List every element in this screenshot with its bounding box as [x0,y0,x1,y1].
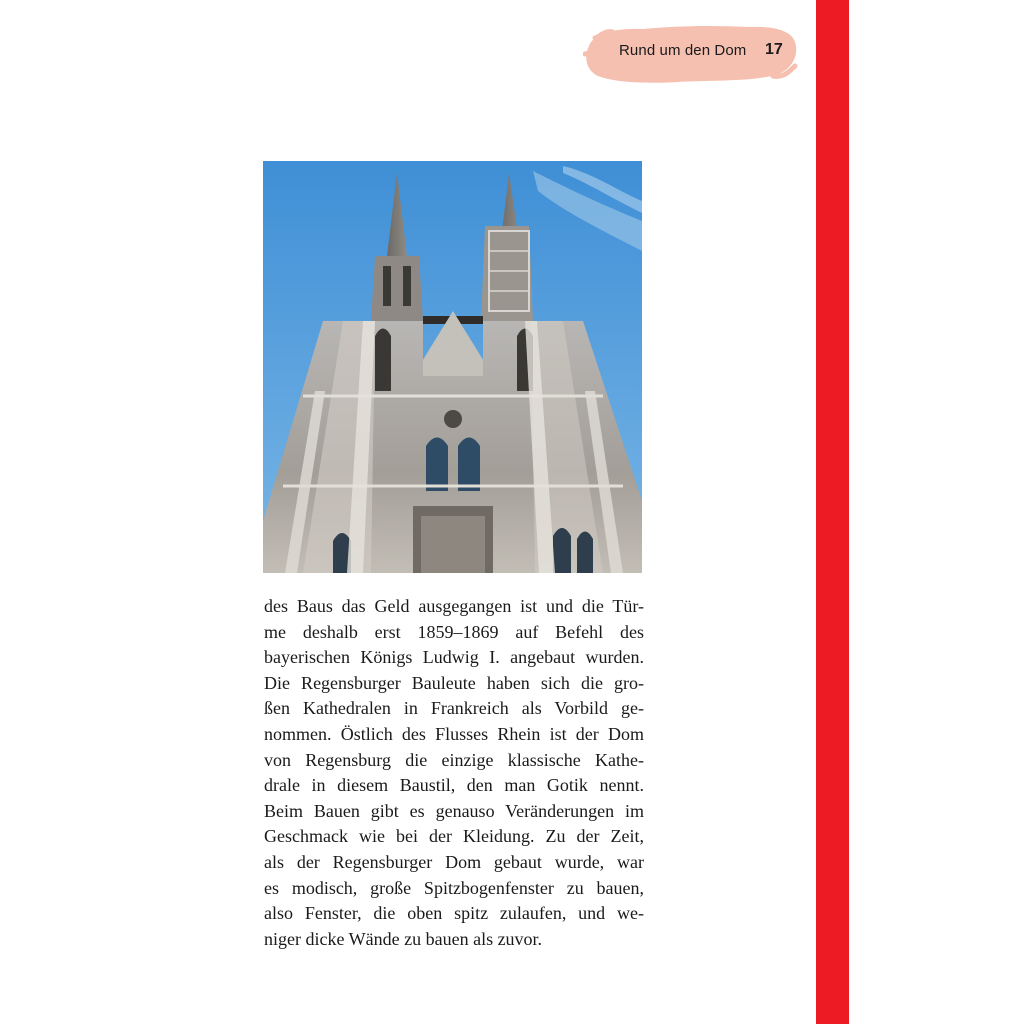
text-line: bayerischen Königs Ludwig I. angebaut wurden. [264,647,644,668]
text-line: ßen Kathedralen in Frankreich als Vorbild ge- [264,698,644,719]
red-accent-bar [816,0,849,1024]
body-paragraph [264,594,644,952]
text-line: also Fenster, die oben spitz zulaufen, und we- [264,903,644,924]
text-line: von Regensburg die einzige klassische Kathe- [264,749,644,770]
page-number: 17 [765,41,783,58]
text-line: des Baus das Geld ausgegangen ist und die Tür- [264,596,644,616]
cathedral-photo [263,161,642,573]
section-title: Rund um den Dom [619,42,747,59]
text-line: nommen. Östlich des Flusses Rhein ist der Dom [264,723,644,744]
text-line: Die Regensburger Bauleute haben sich die gro- [264,672,644,693]
text-line: me deshalb erst 1859–1869 auf Befehl des [264,621,644,642]
running-header [583,16,799,88]
text-line: Geschmack wie bei der Kleidung. Zu der Zeit, [264,826,644,847]
text-line: es modisch, große Spitzbogenfenster zu bauen, [264,877,644,898]
text-line: als der Regensburger Dom gebaut wurde, war [264,851,644,872]
text-line: Beim Bauen gibt es genauso Veränderungen im [264,800,644,821]
text-line: niger dicke Wände zu bauen als zuvor. [264,928,543,949]
text-line: drale in diesem Baustil, den man Gotik nennt. [264,775,644,796]
